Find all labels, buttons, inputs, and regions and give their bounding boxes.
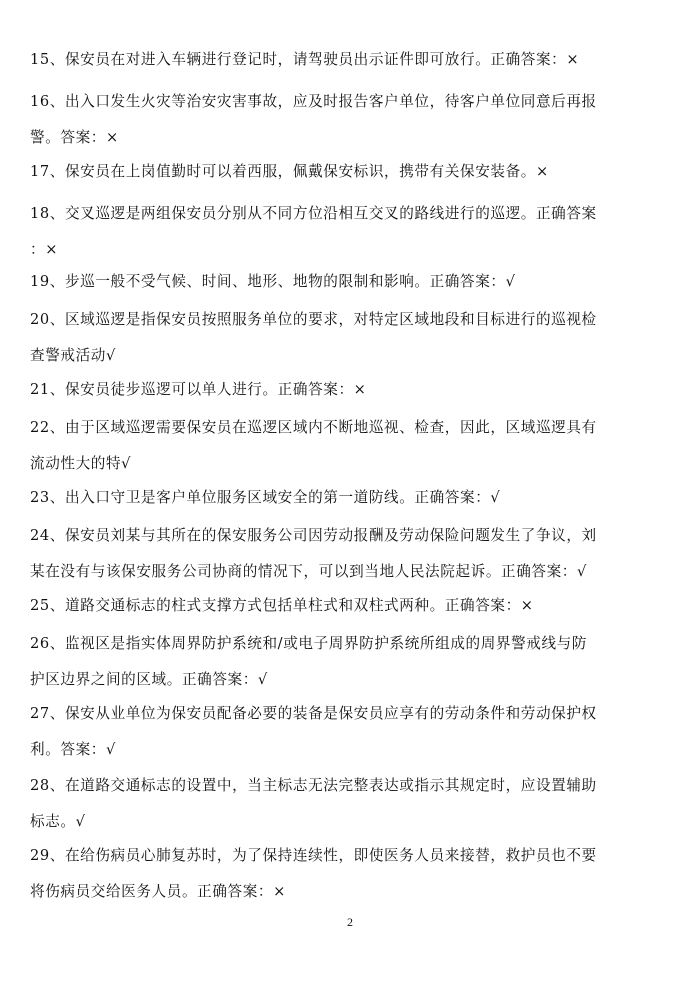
question-line: 29、在给伤病员心肺复苏时，为了保持连续性，即使医务人员来接替，救护员也不要 — [30, 847, 597, 864]
question-line: 25、道路交通标志的柱式支撑方式包括单柱式和双柱式两种。正确答案：× — [30, 597, 534, 614]
question-line: 17、保安员在上岗值勤时可以着西服，佩戴保安标识，携带有关保安装备。× — [30, 163, 549, 180]
question-line: 将伤病员交给医务人员。正确答案：× — [30, 883, 286, 900]
question-23 — [30, 480, 650, 516]
question-21 — [30, 372, 650, 408]
question-line: 查警戒活动√ — [30, 347, 116, 364]
question-24 — [30, 518, 650, 590]
question-22 — [30, 410, 650, 482]
question-line: 15、保安员在对进入车辆进行登记时，请驾驶员出示证件即可放行。正确答案：× — [30, 51, 580, 68]
question-25 — [30, 588, 650, 624]
question-20 — [30, 302, 650, 374]
question-line: ：× — [30, 241, 59, 258]
question-17 — [30, 154, 650, 190]
question-18 — [30, 196, 650, 268]
question-line: 16、出入口发生火灾等治安灾害事故，应及时报告客户单位，待客户单位同意后再报 — [30, 93, 597, 110]
question-line: 警。答案：× — [30, 129, 119, 146]
question-line: 利。答案：√ — [30, 741, 116, 758]
question-line: 20、区域巡逻是指保安员按照服务单位的要求，对特定区域地段和目标进行的巡视检 — [30, 311, 597, 328]
question-15 — [30, 42, 650, 78]
question-line: 21、保安员徒步巡逻可以单人进行。正确答案：× — [30, 381, 367, 398]
question-line: 24、保安员刘某与其所在的保安服务公司因劳动报酬及劳动保险问题发生了争议，刘 — [30, 527, 597, 544]
question-line: 流动性大的特√ — [30, 455, 132, 472]
question-27 — [30, 696, 650, 768]
question-28 — [30, 768, 650, 840]
question-line: 19、步巡一般不受气候、时间、地形、地物的限制和影响。正确答案：√ — [30, 273, 516, 290]
question-26 — [30, 626, 650, 698]
question-line: 27、保安从业单位为保安员配备必要的装备是保安员应享有的劳动条件和劳动保护权 — [30, 705, 597, 722]
question-line: 22、由于区域巡逻需要保安员在巡逻区域内不断地巡视、检查，因此，区域巡逻具有 — [30, 419, 597, 436]
question-line: 护区边界之间的区域。正确答案：√ — [30, 671, 268, 688]
question-line: 标志。√ — [30, 813, 86, 830]
question-line: 某在没有与该保安服务公司协商的情况下，可以到当地人民法院起诉。正确答案：√ — [30, 563, 587, 580]
question-line: 26、监视区是指实体周界防护系统和/或电子周界防护系统所组成的周界警戒线与防 — [30, 635, 588, 652]
question-16 — [30, 84, 650, 156]
question-line: 28、在道路交通标志的设置中，当主标志无法完整表达或指示其规定时，应设置辅助 — [30, 777, 597, 794]
page-number: 2 — [347, 915, 353, 929]
question-29 — [30, 838, 650, 910]
question-line: 23、出入口守卫是客户单位服务区域安全的第一道防线。正确答案：√ — [30, 489, 501, 506]
question-line: 18、交叉巡逻是两组保安员分别从不同方位沿相互交叉的路线进行的巡逻。正确答案 — [30, 205, 597, 222]
question-19 — [30, 264, 650, 300]
